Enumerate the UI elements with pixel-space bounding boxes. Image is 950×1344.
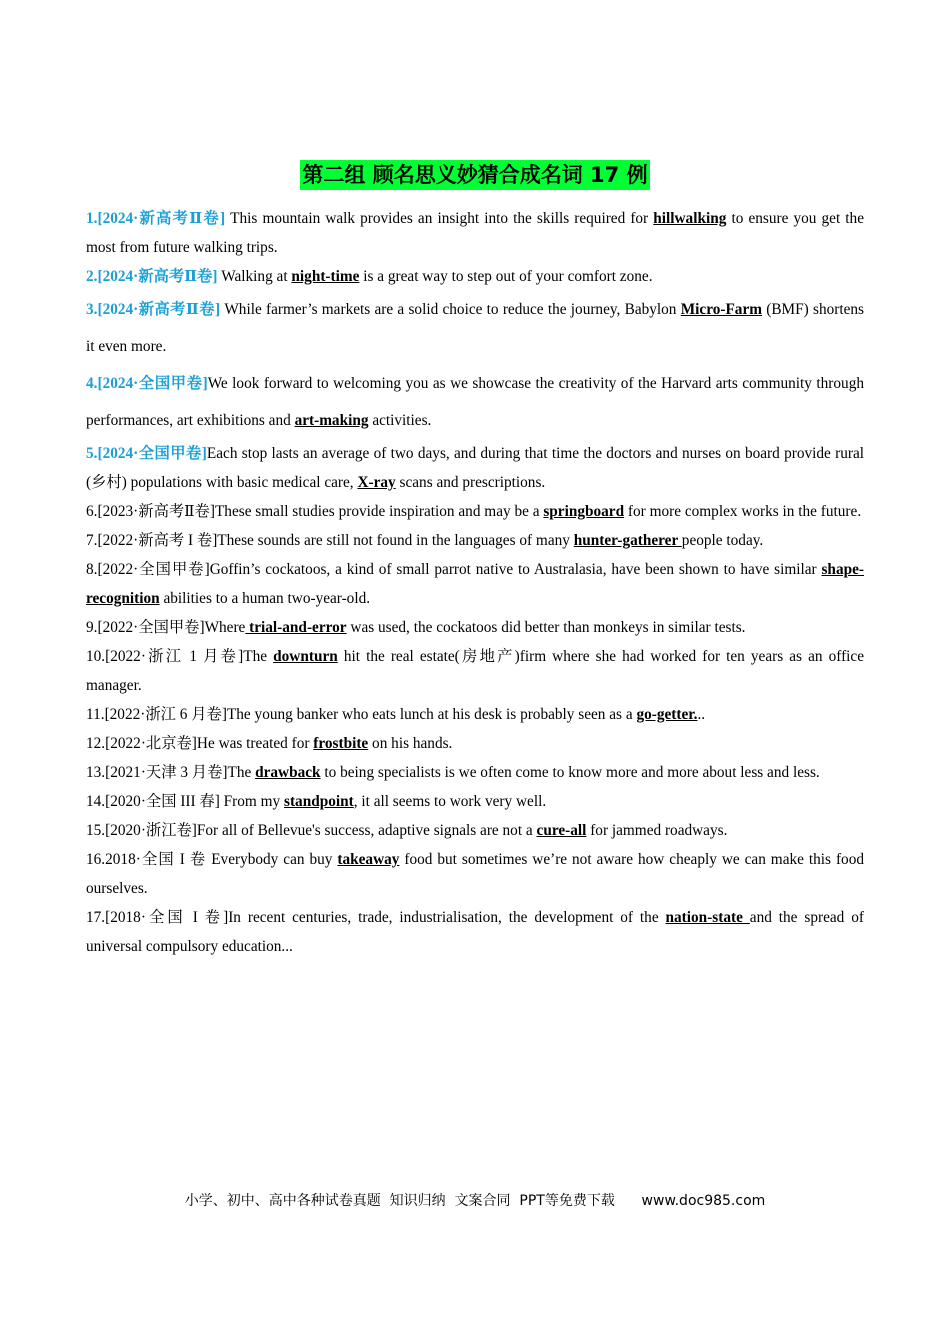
example-item (86, 787, 864, 816)
item-number: 3. (86, 301, 98, 318)
item-term: shape-recognition (86, 561, 864, 607)
item-number: 14. (86, 793, 106, 810)
item-text-before: From my (219, 793, 284, 810)
item-term: Micro-Farm (680, 301, 762, 318)
item-number: 8. (86, 561, 98, 578)
item-text-before: Goffin’s cockatoos, a kind of small parrot native to Australasia, have been shown to have similar (209, 561, 822, 578)
example-item (86, 365, 864, 439)
item-text-after: and the spread of universal compulsory education... (86, 909, 864, 955)
item-term: standpoint (284, 793, 354, 810)
item-text-after: was used, the cockatoos did better than monkeys in similar tests. (346, 619, 746, 636)
item-text-before: Each stop lasts an average of two days, and during that time the doctors and nurses on board provide rural (乡村) populations with basic medical care, (86, 445, 864, 491)
item-term: go-getter. (636, 706, 698, 723)
example-item (86, 700, 864, 729)
item-number: 7. (86, 532, 98, 549)
item-source: [2022·全国甲卷] (97, 619, 205, 636)
item-term: takeaway (337, 851, 400, 868)
item-term: springboard (543, 503, 625, 520)
item-number: 16. (86, 851, 106, 868)
item-term: nation-state (665, 909, 750, 926)
example-item (86, 845, 864, 903)
item-source: [2022·全国甲卷] (97, 561, 210, 578)
item-number: 6. (86, 503, 98, 520)
item-text-after: to being specialists is we often come to know more and more about less and less. (320, 764, 820, 781)
item-term: drawback (255, 764, 321, 781)
item-number: 9. (86, 619, 98, 636)
item-text-after: people today. (681, 532, 764, 549)
item-text-before: For all of Bellevue's success, adaptive signals are not a (196, 822, 537, 839)
item-term: hillwalking (653, 210, 727, 227)
example-item (86, 291, 864, 365)
item-text-before: Everybody can buy (206, 851, 338, 868)
example-item (86, 903, 864, 961)
example-item (86, 439, 864, 497)
item-number: 11. (86, 706, 105, 723)
item-number: 4. (86, 375, 98, 392)
item-number: 12. (86, 735, 106, 752)
item-source: [2022·浙江 1 月卷] (105, 648, 244, 665)
example-item (86, 497, 864, 526)
item-source: [2018·全国 I 卷] (105, 909, 229, 926)
item-text-after: activities. (368, 412, 432, 429)
item-source: [2020·浙江卷] (105, 822, 197, 839)
item-number: 17. (86, 909, 106, 926)
item-term: frostbite (313, 735, 369, 752)
item-text-after: for jammed roadways. (586, 822, 728, 839)
item-text-before: In recent centuries, trade, industrialisation, the development of the (228, 909, 666, 926)
page-title: 第二组 顾名思义妙猜合成名词 17 例 (300, 160, 649, 190)
item-text-before: While farmer’s markets are a solid choice to reduce the journey, Babylon (220, 301, 681, 318)
item-text-before: The young banker who eats lunch at his desk is probably seen as a (226, 706, 637, 723)
example-item (86, 262, 864, 291)
item-term: trial-and-error (245, 619, 347, 636)
item-number: 1. (86, 210, 98, 227)
example-item (86, 613, 864, 642)
item-text-before: These small studies provide inspiration and may be a (214, 503, 544, 520)
item-source: [2020·全国 III 春] (105, 793, 220, 810)
item-text-after: to ensure you get the most from future walking trips. (86, 210, 864, 256)
item-term: hunter-gatherer (573, 532, 682, 549)
item-term: art-making (294, 412, 369, 429)
item-term: X-ray (357, 474, 396, 491)
item-text-before: Walking at (217, 268, 292, 285)
item-number: 15. (86, 822, 106, 839)
item-text-after: hit the real estate(房地产)firm where she had worked for ten years as an office manager. (86, 648, 864, 694)
item-text-before: These sounds are still not found in the languages of many (217, 532, 574, 549)
item-text-after: for more complex works in the future. (624, 503, 862, 520)
item-source: [2024·新高考Ⅱ卷] (97, 301, 221, 318)
item-number: 13. (86, 764, 106, 781)
example-item (86, 204, 864, 262)
title-wrap (0, 160, 950, 190)
item-text-before: The (227, 764, 256, 781)
item-text-before: He was treated for (196, 735, 314, 752)
example-item (86, 526, 864, 555)
item-source: [2023·新高考Ⅱ卷] (97, 503, 215, 520)
item-source: 2018·全国 I 卷 (105, 851, 207, 868)
example-item (86, 555, 864, 613)
item-source: [2024·新高考Ⅱ卷] (97, 268, 218, 285)
example-list (86, 204, 864, 961)
item-number: 10. (86, 648, 106, 665)
item-term: night-time (291, 268, 360, 285)
item-number: 5. (86, 445, 98, 462)
example-item (86, 729, 864, 758)
footer-text: 小学、初中、高中各种试卷真题 知识归纳 文案合同 PPT等免费下载 www.doc985.com (184, 1193, 766, 1209)
item-source: [2021·天津 3 月卷] (105, 764, 228, 781)
item-text-after: scans and prescriptions. (395, 474, 546, 491)
item-text-after: (BMF) shortens it even more. (86, 301, 864, 355)
item-text-before: This mountain walk provides an insight into the skills required for (225, 210, 654, 227)
item-text-after: food but sometimes we’re not aware how cheaply we can make this food ourselves. (86, 851, 864, 897)
item-text-before: Where (204, 619, 246, 636)
item-source: [2022·浙江 6 月卷] (104, 706, 227, 723)
example-item (86, 758, 864, 787)
item-source: [2022·北京卷] (105, 735, 197, 752)
item-source: [2024·全国甲卷] (97, 375, 208, 392)
item-text-after: is a great way to step out of your comfort zone. (359, 268, 653, 285)
item-text-before: The (243, 648, 274, 665)
example-item (86, 816, 864, 845)
item-source: [2024·全国甲卷] (97, 445, 207, 462)
item-source: [2022·新高考 I 卷] (97, 532, 218, 549)
item-text-after: , it all seems to work very well. (353, 793, 547, 810)
item-text-after: abilities to a human two-year-old. (159, 590, 371, 607)
item-number: 2. (86, 268, 98, 285)
item-text-after: .. (697, 706, 706, 723)
item-text-before: We look forward to welcoming you as we showcase the creativity of the Harvard arts community through performances, art exhibitions and (86, 375, 864, 429)
item-term: cure-all (536, 822, 587, 839)
item-source: [2024·新高考Ⅱ卷] (97, 210, 226, 227)
item-text-after: on his hands. (368, 735, 453, 752)
example-item (86, 642, 864, 700)
item-term: downturn (273, 648, 338, 665)
